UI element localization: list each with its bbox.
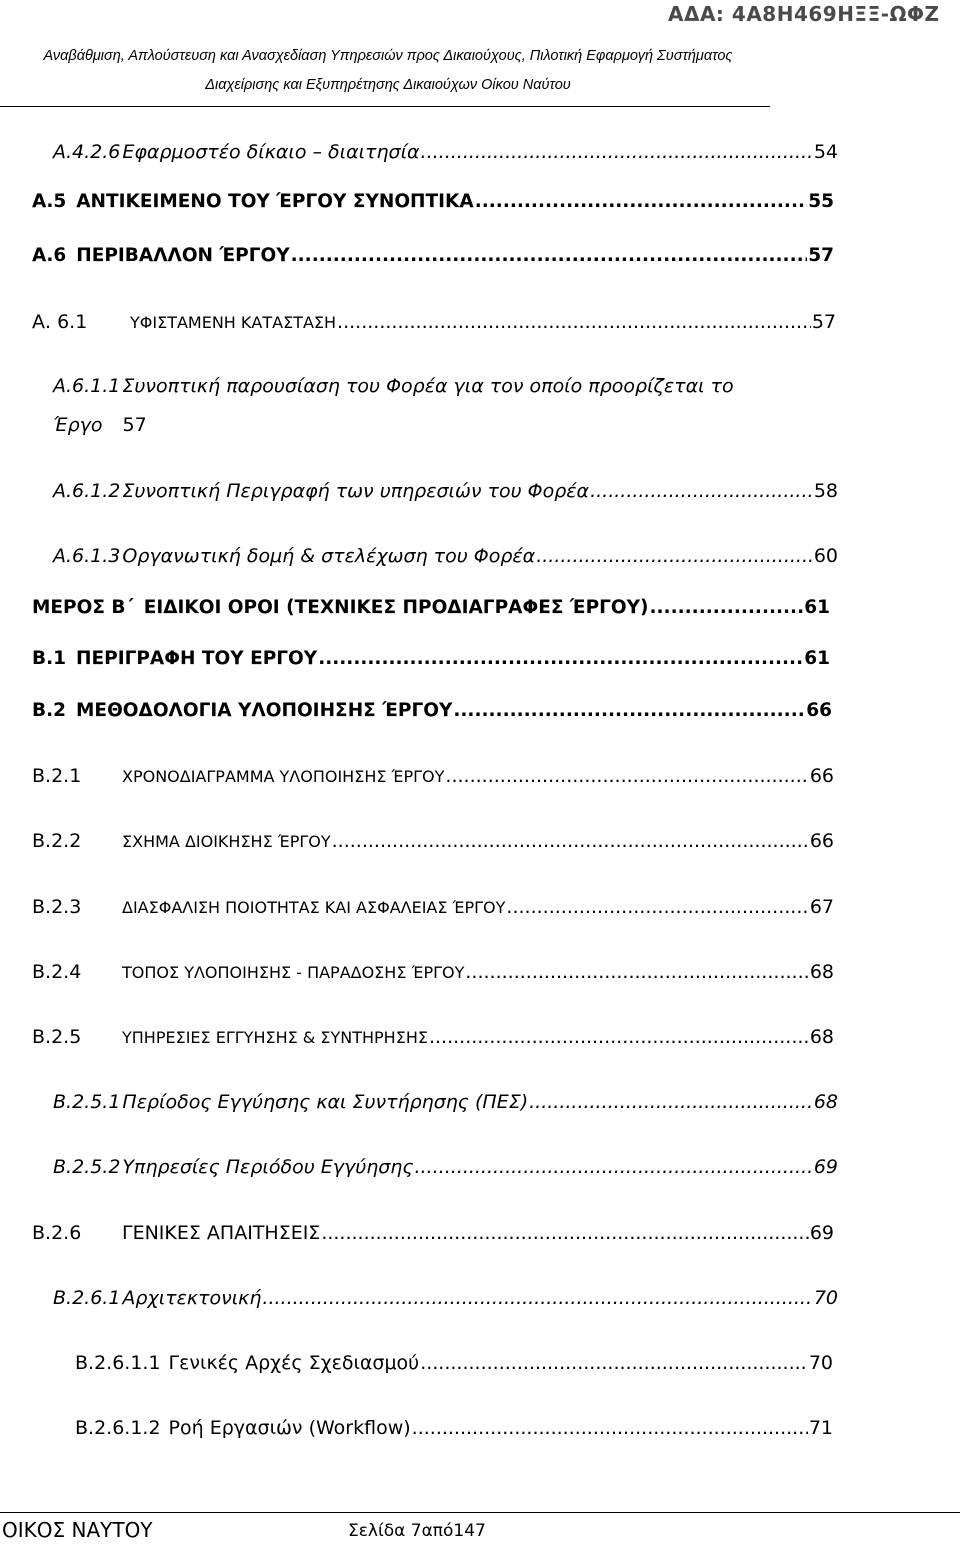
toc-entry[interactable]: [32, 961, 834, 983]
toc-entry-page: 67: [809, 896, 834, 918]
toc-entry[interactable]: [32, 311, 836, 333]
toc-entry-number: Β.2.2: [32, 830, 82, 852]
toc-leader-dots: [421, 141, 813, 163]
toc-entry-page: 68: [813, 1091, 838, 1113]
toc-entry-number: Α.6: [32, 245, 67, 266]
toc-entry-number: Α. 6.1: [32, 311, 88, 333]
toc-entry-title: Συνοπτική παρουσίαση του Φορέα για τον οποίο προορίζεται το: [122, 375, 734, 397]
toc-entry[interactable]: [32, 765, 834, 787]
toc-entry-number: Α.5: [32, 191, 67, 212]
toc-entry[interactable]: [32, 245, 834, 266]
ada-code: ΑΔΑ: 4Α8Η469ΗΞΞ-ΩΦΖ: [668, 2, 940, 26]
toc-entry-page: 57: [122, 414, 147, 436]
toc-leader-dots: [590, 480, 813, 502]
toc-entry-page: 69: [809, 1222, 834, 1244]
toc-entry-number: Α.4.2.6: [53, 141, 121, 163]
toc-leader-dots: [412, 1417, 808, 1439]
toc-entry-title: Ροή Εργασιών (Workflow): [168, 1417, 411, 1439]
toc-entry[interactable]: [32, 830, 834, 852]
toc-leader-dots: [650, 597, 804, 618]
toc-entry-title: ΣΧΗΜΑ ΔΙΟΙΚΗΣΗΣ ΈΡΓΟΥ: [122, 832, 331, 851]
toc-leader-dots: [337, 311, 811, 333]
toc-entry-page: 61: [804, 648, 830, 669]
footer-organization: ΟΙΚΟΣ ΝΑΥΤΟΥ: [2, 1518, 153, 1542]
toc-entry-title: Εφαρμοστέο δίκαιο – διαιτησία: [122, 141, 420, 163]
toc-entry[interactable]: [53, 1287, 838, 1309]
toc-entry-title: ΔΙΑΣΦΑΛΙΣΗ ΠΟΙΟΤΗΤΑΣ ΚΑΙ ΑΣΦΑΛΕΙΑΣ ΈΡΓΟΥ: [122, 898, 506, 917]
toc-entry-number: ΜΕΡΟΣ Β΄: [32, 597, 134, 618]
toc-entry[interactable]: [53, 1091, 838, 1113]
header-line-2: Διαχείρισης και Εξυπηρέτησης Δικαιούχων Οίκου Ναύτου: [205, 77, 571, 93]
toc-entry-page: 66: [809, 830, 834, 852]
toc-entry-number: Β.2.6: [32, 1222, 82, 1244]
toc-leader-dots: [415, 1156, 813, 1178]
toc-entry-title: ΕΙΔΙΚΟΙ ΟΡΟΙ (ΤΕΧΝΙΚΕΣ ΠΡΟΔΙΑΓΡΑΦΕΣ ΈΡΓΟΥ): [143, 597, 649, 618]
toc-leader-dots: [321, 1222, 809, 1244]
toc-leader-dots: [318, 648, 803, 669]
toc-entry[interactable]: [32, 1222, 834, 1244]
toc-leader-dots: [262, 1287, 812, 1309]
toc-entry-number: Β.2.1: [32, 765, 82, 787]
toc-entry[interactable]: [53, 480, 838, 502]
toc-entry-number: Β.2.5.2: [53, 1156, 121, 1178]
toc-entry-number: Β.2.6.1.2: [75, 1417, 161, 1439]
toc-entry[interactable]: [53, 375, 734, 397]
toc-entry-title: Συνοπτική Περιγραφή των υπηρεσιών του Φορέα: [122, 480, 590, 502]
toc-entry[interactable]: [53, 545, 838, 567]
toc-entry-number: Α.6.1.1: [53, 375, 121, 397]
toc-entry-title-cont: Έργο: [53, 414, 103, 436]
toc-entry-page: 70: [813, 1287, 838, 1309]
toc-entry-number: Α.6.1.3: [53, 545, 121, 567]
toc-entry-number: Β.2.4: [32, 961, 82, 983]
header-divider: [0, 106, 770, 107]
toc-entry[interactable]: [75, 1417, 833, 1439]
toc-entry-page: 69: [813, 1156, 838, 1178]
toc-entry-number: Β.2: [32, 700, 67, 721]
toc-entry-title: ΠΕΡΙΓΡΑΦΗ ΤΟΥ ΕΡΓΟΥ: [76, 648, 318, 669]
toc-entry-page: 57: [808, 245, 834, 266]
toc-leader-dots: [420, 1352, 808, 1374]
toc-entry-title: Οργανωτική δομή & στελέχωση του Φορέα: [122, 545, 536, 567]
toc-entry-number: Α.6.1.2: [53, 480, 121, 502]
toc-entry-page: 66: [809, 765, 834, 787]
toc-leader-dots: [429, 1026, 809, 1048]
toc-entry-title: Αρχιτεκτονική: [122, 1287, 262, 1309]
toc-leader-dots: [445, 765, 808, 787]
toc-entry[interactable]: [32, 700, 832, 721]
toc-entry[interactable]: [53, 1156, 838, 1178]
toc-entry-title: ΥΦΙΣΤΑΜΕΝΗ ΚΑΤΑΣΤΑΣΗ: [130, 313, 337, 332]
toc-entry-title: ΠΕΡΙΒΑΛΛΟΝ ΈΡΓΟΥ: [76, 245, 290, 266]
toc-entry[interactable]: [32, 648, 830, 669]
toc-leader-dots: [506, 896, 808, 918]
toc-entry-number: Β.2.5.1: [53, 1091, 121, 1113]
footer-page-number: Σελίδα 7από147: [348, 1521, 486, 1541]
toc-entry-continuation: [53, 414, 147, 436]
toc-entry-title: ΥΠΗΡΕΣΙΕΣ ΕΓΓΥΗΣΗΣ & ΣΥΝΤΗΡΗΣΗΣ: [122, 1028, 428, 1047]
toc-entry-title: ΜΕΘΟΔΟΛΟΓΙΑ ΥΛΟΠΟΙΗΣΗΣ ΈΡΓΟΥ: [76, 700, 453, 721]
toc-entry[interactable]: [32, 896, 834, 918]
toc-entry[interactable]: [75, 1352, 833, 1374]
toc-entry-title: Υπηρεσίες Περιόδου Εγγύησης: [122, 1156, 414, 1178]
toc-leader-dots: [529, 1091, 813, 1113]
toc-entry-page: 54: [813, 141, 838, 163]
toc-entry-page: 68: [809, 1026, 834, 1048]
toc-entry-number: Β.2.5: [32, 1026, 82, 1048]
footer-divider: [0, 1512, 960, 1513]
toc-entry-number: Β.2.3: [32, 896, 82, 918]
toc-entry-page: 55: [808, 191, 834, 212]
toc-leader-dots: [332, 830, 809, 852]
toc-entry-number: Β.2.6.1: [53, 1287, 121, 1309]
header-line-1: Αναβάθμιση, Απλούστευση και Ανασχεδίαση Υπηρεσιών προς Δικαιούχους, Πιλοτική Εφαρμογή Συστήματος: [43, 48, 733, 64]
toc-entry-page: 60: [813, 545, 838, 567]
toc-entry-page: 57: [811, 311, 836, 333]
toc-entry-title: Περίοδος Εγγύησης και Συντήρησης (ΠΕΣ): [122, 1091, 529, 1113]
toc-entry-title: ΓΕΝΙΚΕΣ ΑΠΑΙΤΗΣΕΙΣ: [122, 1222, 321, 1244]
toc-entry-page: 61: [804, 597, 830, 618]
toc-entry-title: ΧΡΟΝΟΔΙΑΓΡΑΜΜΑ ΥΛΟΠΟΙΗΣΗΣ ΈΡΓΟΥ: [122, 767, 445, 786]
toc-entry-number: Β.2.6.1.1: [75, 1352, 161, 1374]
toc-entry-page: 71: [808, 1417, 833, 1439]
toc-entry[interactable]: [32, 1026, 834, 1048]
toc-leader-dots: [453, 700, 805, 721]
toc-entry[interactable]: [32, 597, 830, 618]
toc-entry-page: 70: [808, 1352, 833, 1374]
toc-leader-dots: [291, 245, 808, 266]
toc-entry[interactable]: [32, 191, 834, 212]
toc-entry[interactable]: [53, 141, 838, 163]
toc-entry-number: Β.1: [32, 648, 67, 669]
toc-entry-title: ΤΟΠΟΣ ΥΛΟΠΟΙΗΣΗΣ - ΠΑΡΑΔΟΣΗΣ ΈΡΓΟΥ: [122, 963, 465, 982]
toc-entry-title: ΑΝΤΙΚΕΙΜΕΝΟ ΤΟΥ ΈΡΓΟΥ ΣΥΝΟΠΤΙΚΑ: [76, 191, 474, 212]
toc-entry-title: Γενικές Αρχές Σχεδιασμού: [168, 1352, 420, 1374]
toc-entry-page: 66: [806, 700, 832, 721]
toc-leader-dots: [475, 191, 808, 212]
toc-leader-dots: [536, 545, 813, 567]
toc-entry-page: 68: [809, 961, 834, 983]
toc-entry-page: 58: [813, 480, 838, 502]
toc-leader-dots: [465, 961, 808, 983]
